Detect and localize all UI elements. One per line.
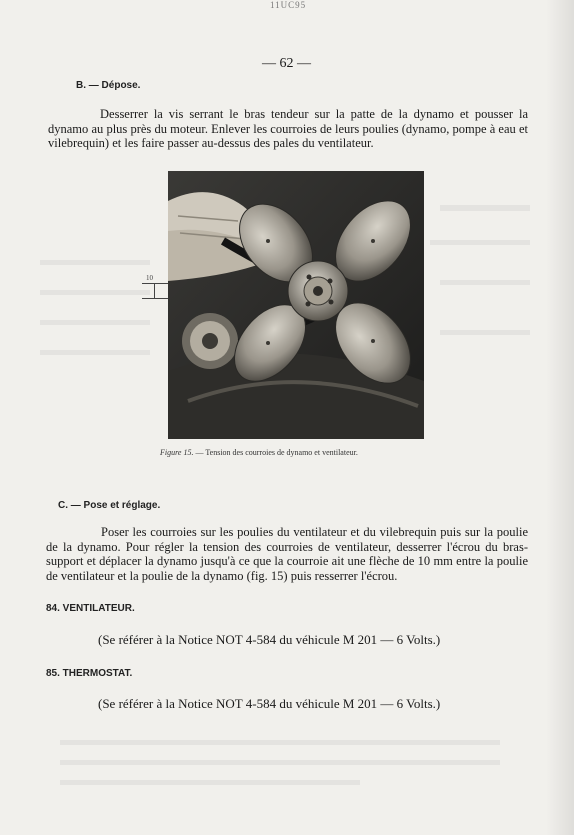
heading-pose-reglage: C. — Pose et réglage.	[58, 500, 161, 511]
heading-ventilateur: 84. VENTILATEUR.	[46, 603, 135, 614]
figure-caption	[160, 448, 358, 457]
measure-line-bottom	[142, 298, 168, 299]
figure-photo	[168, 171, 424, 439]
paragraph-depose: Desserrer la vis serrant le bras tendeur sur la patte de la dynamo et pousser la dynamo au plus près du moteur. Enlever les courroies de leurs poulies (dynamo, pompe à eau et vilebrequin) et les faire passer au-dessus des pales du ventilateur.	[48, 107, 528, 151]
measure-line-top	[142, 283, 168, 284]
measure-line-vertical	[154, 283, 155, 299]
note-thermostat: (Se référer à la Notice NOT 4-584 du véhicule M 201 — 6 Volts.)	[98, 696, 441, 711]
page-edge-shadow	[546, 0, 574, 835]
figure-caption-text: — Tension des courroies de dynamo et ventilateur.	[195, 448, 358, 457]
heading-thermostat: 85. THERMOSTAT.	[46, 668, 133, 679]
figure-caption-label: Figure 15.	[160, 448, 194, 457]
note-ventilateur: (Se référer à la Notice NOT 4-584 du véhicule M 201 — 6 Volts.)	[98, 632, 441, 647]
heading-depose: B. — Dépose.	[76, 80, 141, 91]
page-number: — 62 —	[262, 56, 311, 71]
top-mark: 11UC95	[270, 0, 307, 10]
paragraph-pose-reglage: Poser les courroies sur les poulies du ventilateur et du vilebrequin puis sur la poulie de la dynamo. Pour régler la tension des courroies de ventilateur, desserrer l'écrou du bras-support et déplacer la dynamo jusqu'à ce que la courroie ait une flèche de 10 mm entre la poulie de ventilateur et la poulie de la dynamo (fig. 15) puis resserrer l'écrou.	[46, 525, 528, 583]
measure-label: 10	[146, 274, 153, 282]
fan-belt-photo	[168, 171, 424, 439]
